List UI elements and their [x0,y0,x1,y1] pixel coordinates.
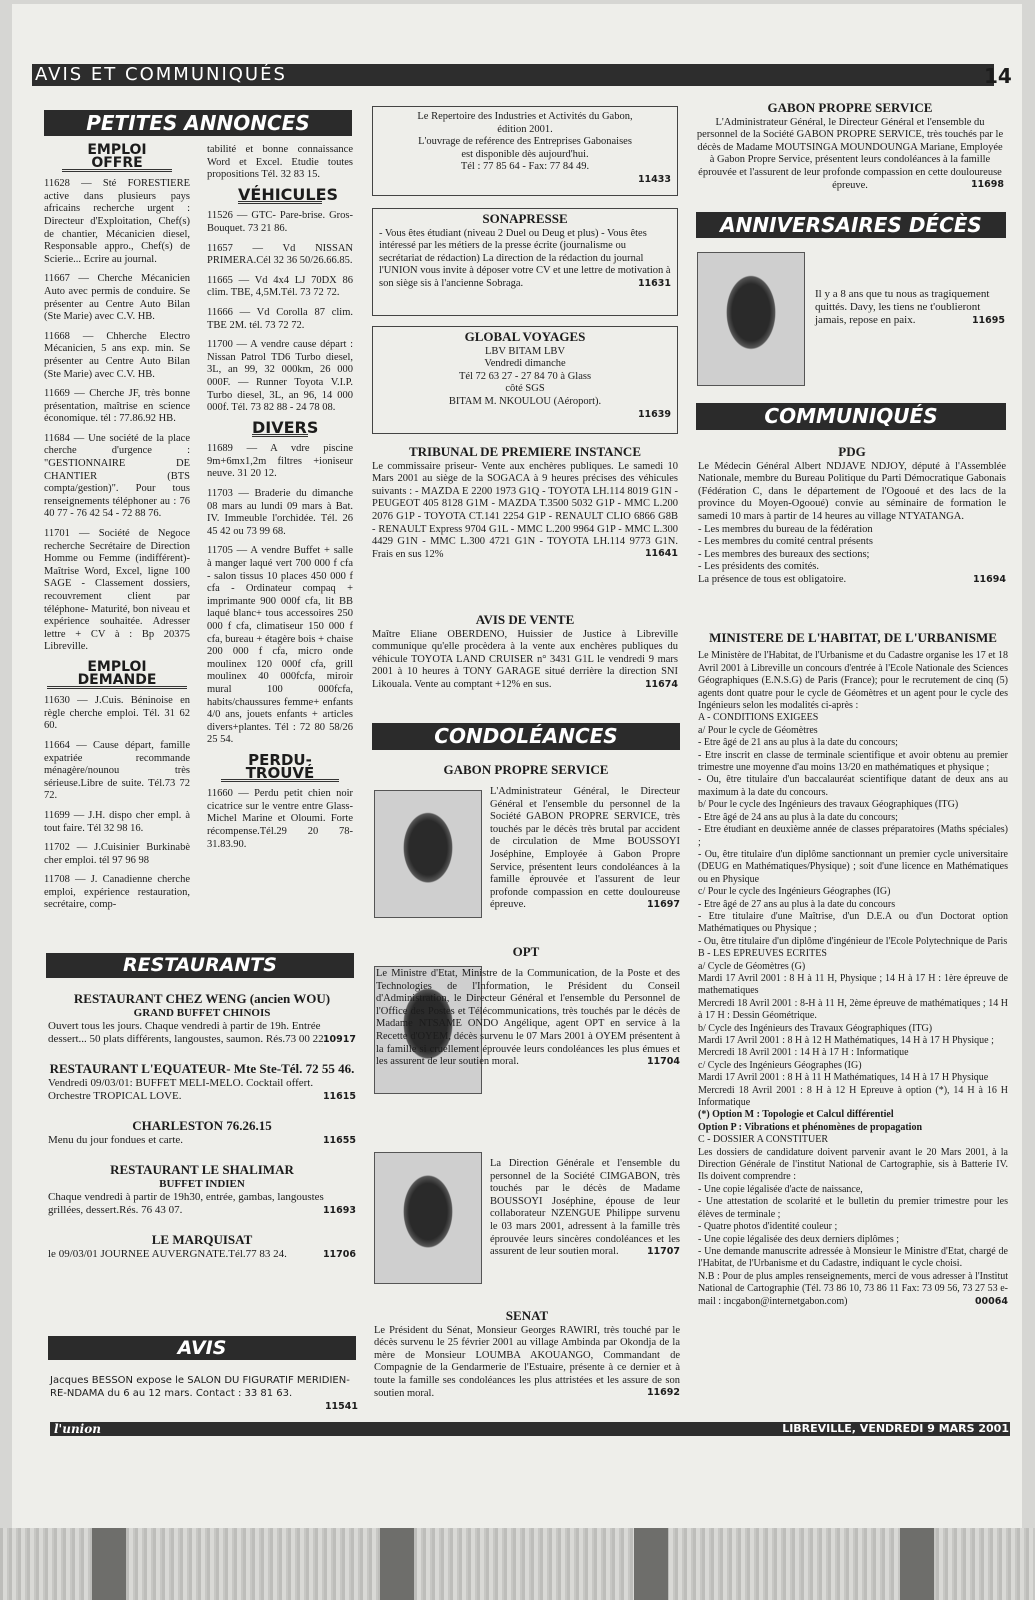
box-line: Vendredi dimanche [484,358,566,370]
ministere-line: - Une attestation de scolarité et le bulletin du premier trimestre pour les élèves de terminale ; [698,1196,1008,1220]
classified-ad: 11668 — Chherche Electro Mécanicien, 5 ans exp. min. Se présenter au Centre Auto Bilan (Ste Marie) avec C.V. HB. [44,330,190,380]
ministere-line: - Etre âgé de 27 ans au plus à la date du concours [698,898,896,910]
ministere-line: - Ou, être titulaire d'un diplôme sanctionnant un premier cycle universitaire (DEUG en Mathématiques/Physique) ; soit d'une licence en Mathématiques ou en Physique [698,848,1008,885]
scan-bottom-strip [0,1528,1035,1600]
repertoire-box [372,106,678,196]
condoleance-cimgabon [490,1158,680,1258]
tribunal-text: Le commissaire priseur- Vente aux enchères publiques. Le samedi 10 Mars 2001 au siège de la SOGACA à 9 heures précises des véhicules suivants : - MAZDA E 2200 1973 G1Q - TOYOTA LH.114 8019 G1N - PEUGEOT 405 8128 G1M - MAZDA T.3500 5032 G1P - MMC L.200 2076 G1P - TOYOTA CT.141 2254 G1P - RENAULT CLIO 6866 G8B - RENAULT Express 9704 G1L - MMC L.200 9964 G1P - MMC L.300 4429 G1N - MMC L.300 4721 G1N - TOYOTA LH.114 9773 G1N. Frais en sus 12% [372,460,678,560]
petites-annonces-bar: PETITES ANNONCES [44,110,352,136]
continued-ad: tabilité et bonne connaissance Word et Excel. Etudie toutes propositions Tél. 32 83 15. [207,144,353,181]
pdg-list-item: - Les présidents des comités. [698,561,820,573]
gps-top-title: GABON PROPRE SERVICE [767,100,933,115]
classified-ad: 11666 — Vd Corolla 87 clim. TBE 2M. tél. 73 72 72. [207,306,353,331]
classified-ad: 11664 — Cause départ, famille expatriée recommande ménagère/nounou très sérieuse.Libre de suite. Tél.73 72 72. [44,739,190,802]
pdg-communique [698,446,1006,586]
ministere-line: A - CONDITIONS EXIGEES [698,712,819,724]
column-vehicules [207,144,353,858]
ministere-line: a/ Pour le cycle de Géomètres [698,724,818,736]
sonapresse-title: SONAPRESSE [482,211,568,226]
ministere-line: Mercredi 18 Avril 2001 : 8 H à 12 H Epreuve à option (*), 14 H à 16 H Informatique [698,1084,1008,1109]
condoleance-gps [372,764,680,779]
avis-bar: AVIS [48,1336,356,1360]
senat-text: Le Président du Sénat, Monsieur Georges RAWIRI, très touché par le décès survenu le 25 février 2001 au village Ambinda par Okondja de la mère de Monsieur LOUMBA AKOUANGO, Commandant de Compagnie de la Gendarmerie de l'Estuaire, présente à ce dernier et à toute la famille ses condoléances les plus attristées et les assure de son soutien moral. [374,1324,680,1399]
condoleance-cimgabon-ref: 11707 [646,1245,680,1257]
ministere-line: Le Ministère de l'Habitat, de l'Urbanisme et du Cadastre organise les 17 et 18 Avril 2001 à Libreville un concours d'entrée à l'Ecole Nationale des Sciences Géographiques (E.N.S.G) de Paris (France); pour le recrutement de cinq (5) agents dont quatre pour le cycle de Géomètres et un agent pour le cycle des Ingénieurs selon les modalités ci-après : [698,650,1008,712]
ministere-line: b/ Cycle des Ingénieurs des Travaux Géographiques (ITG) [698,1022,933,1034]
classified-ad: 11669 — Cherche JF, très bonne présentation, maîtrise en science économique. tél : 77.86.92 HB. [44,388,190,425]
box-line: est disponible dès aujourd'hui. [461,148,589,160]
sonapresse-text: - Vous êtes étudiant (niveau 2 Duel ou Deug et plus) - Vous êtes intéressé par les métiers de la presse écrite (journalisme ou secrétariat de rédaction) La direction de la rédaction du journal l'UNION vous invite à déposer votre CV et une lettre de motivation à son siège sis à l'ancienne Sobraga. [379,227,671,289]
restaurant-name: LE MARQUISAT [151,1232,253,1247]
ministere-line: - Quatre photos d'identité couleur ; [698,1221,838,1233]
senat-ref: 11692 [646,1387,680,1399]
ministere-line: - Etre étudiant en deuxième année de classes préparatoires (Maths spéciales) ; [698,824,1008,848]
box-line: L'ouvrage de reférence des Entreprises Gabonaises [418,136,632,148]
box-line: édition 2001. [497,123,553,135]
classified-ad: 11700 — A vendre cause départ : Nissan Patrol TD6 Turbo diesel, 3L, an 99, 32 000km, 26 000 000F. — Runner Toyota V.I.P. Turbo diesel, 3L, an 96, 14 000 000f. Tél. 73 82 88 - 24 78 08. [207,339,353,414]
ministere-line: - Etre âgé de 24 ans au plus à la date du concours; [698,811,898,823]
gps-condoleance-top [696,102,1004,192]
ministere-line: - Une copie légalisée des deux derniers diplômes ; [698,1233,900,1245]
gps-top-ref: 11698 [970,179,1004,191]
pdg-ref: 11694 [972,573,1006,585]
box-line: Tél 72 63 27 - 27 84 70 à Glass [458,370,592,382]
pdg-list-item: La présence de tous est obligatoire. [698,573,847,585]
restaurant-text: Chaque vendredi à partir de 19h30, entrée, gambas, langoustes grillées, dessert.Rés. 76 43 07. [48,1191,324,1216]
ministere-line: a/ Cycle de Géomètres (G) [698,960,806,972]
ministere-line: Mercredi 18 Avril 2001 : 14 H à 17 H : Informatique [698,1047,909,1059]
pdg-list-item: - Les membres du comité central présents [698,536,873,548]
classified-ad: 11703 — Braderie du dimanche 08 mars au lundi 09 mars à Bat. IV. Immeuble l'orchidée. Tél. 26 45 42 ou 73 99 68. [207,488,353,537]
box-title: GLOBAL VOYAGES [464,329,586,344]
pdg-text: Le Médecin Général Albert NDJAVE NDJOY, député à l'Assemblée Nationale, membre du Bureau Politique du Parti Démocratique Gabonais (Fédération C, dans le département de l'Ogooué et des lacs de la province du Moyen-Ogooué) convie au séminaire de formation le samedi 10 mars à partir de 14 heures au village NTYATANGA. [698,460,1006,522]
avis-de-vente [372,614,678,691]
pdg-list-item: - Les membres des bureaux des sections; [698,548,870,560]
perdu-trouve-heading: PERDU-TROUVÉ [221,754,339,782]
restaurant-ref: 11693 [322,1205,356,1216]
condoleance-senat [374,1310,680,1400]
ministere-line: (*) Option M : Topologie et Calcul différentiel [698,1109,894,1121]
classified-ad: 11689 — A vdre piscine 9m+6mx1,2m filtres +ioniseur neuve. 31 20 12. [207,443,353,480]
pdg-title: PDG [838,444,866,459]
box-ref: 11639 [637,408,671,420]
box-line: Tél : 77 85 64 - Fax: 77 84 49. [460,161,590,173]
classified-ad: 11701 — Société de Negoce recherche Secrétaire de Direction Homme ou Femme (indifférent)- Maîtrise Word, Excel, ligne 100 SAGE - Classement dossiers, recouvrement client par téléphone- Maturité, bon niveau et expérience souhaitée. Adresser lettre + CV à : Bp 20375 Libreville. [44,528,190,653]
classified-ad: 11526 — GTC- Pare-brise. Gros-Bouquet. 73 21 86. [207,210,353,234]
avis-text: Jacques BESSON expose le SALON DU FIGURATIF MERIDIEN-RE-NDAMA du 6 au 12 mars. Contact : 33 81 63. [50,1375,350,1399]
restaurant-ref: 11615 [322,1091,356,1102]
condoleance-opt [372,946,680,961]
restaurant-subtitle: GRAND BUFFET CHINOIS [133,1007,271,1019]
ministere-line: N.B : Pour de plus amples renseignements, merci de vous adresser à l'Institut National de Cartographie (Tél. 73 86 10, 73 86 11 Fax: 73 09 56, 73 27 53 e-mail : incgabon@internetgabon.com) [698,1270,1008,1307]
restaurants-bar: RESTAURANTS [46,953,354,978]
communiques-bar: COMMUNIQUÉS [696,403,1006,430]
box-ref: 11433 [637,173,671,185]
vehicules-heading: VÉHICULES [238,184,339,204]
condoleance-opt-body [376,968,680,1068]
condoleances-bar: CONDOLÉANCES [372,723,680,750]
restaurant-ad [48,1062,356,1103]
anniversaires-bar: ANNIVERSAIRES DÉCÈS [696,212,1006,238]
global-voyages-box [372,326,678,434]
ministere-line: B - LES EPREUVES ECRITES [698,948,827,960]
restaurant-text: Menu du jour fondues et carte. [48,1134,184,1146]
ministere-line: - Etre inscrit en classe de terminale scientifique et avoir obtenu au premier trimestre une moyenne d'au moins 13/20 en mathématiques et physique ; [698,749,1008,774]
ministere-line: b/ Pour le cycle des Ingénieurs des travaux Géographiques (ITG) [698,799,959,811]
box-line: côté SGS [505,383,545,395]
portrait-photo-4 [697,252,805,386]
footer-date: LIBREVILLE, VENDREDI 9 MARS 2001 [782,1422,1009,1435]
restaurant-name: RESTAURANT LE SHALIMAR [110,1162,294,1177]
ministere-line: Mardi 17 Avril 2001 : 8 H à 11 H Mathématiques, 14 H à 17 H Physique [698,1072,989,1084]
sonapresse-ref: 11631 [637,277,671,289]
anniversaire-ref: 11695 [971,315,1005,326]
condoleance-gps-title: GABON PROPRE SERVICE [443,762,609,777]
page-number: 14 [984,64,1012,88]
box-line: Le Repertoire des Industries et Activités du Gabon, [417,111,633,122]
restaurant-name: RESTAURANT L'EQUATEUR- Mte Ste-Tél. 72 55 46. [49,1061,355,1076]
restaurant-text: Ouvert tous les jours. Chaque vendredi à partir de 19h. Entrée dessert... 50 plats différents, langoustes, saumon. Rés.73 00 22. [48,1020,327,1045]
restaurants-list [48,992,356,1277]
ministere-line: - Etre titulaire d'une Maîtrise, d'un D.E.A ou d'un Doctorat option Mathématiques ou Physique ; [698,910,1008,935]
emploi-demande-heading: EMPLOI DEMANDE [47,661,187,689]
classified-ad: 11665 — Vd 4x4 LJ 70DX 86 clim. TBE, 4,5M.Tél. 73 72 72. [207,274,353,299]
ministere-line: - Ou, être titulaire d'un diplôme d'ingénieur de l'Ecole Polytechnique de Paris [698,935,1008,947]
condoleance-cimgabon-text: La Direction Générale et l'ensemble du personnel de la Société CIMGABON, très touchés par le décès de Madame BOUSSOYI Joséphine, épouse de leur collaborateur NZENGUE Philippe survenu le 03 mars 2001, adressent à la famille très éprouvée leurs sincères condoléances et les assurent de leur soutien moral. [490,1158,680,1258]
condoleance-gps-body [490,786,680,912]
anniversaire-text-block [815,288,1005,327]
restaurant-ad [48,1119,356,1147]
tribunal-ref: 11641 [644,548,678,560]
restaurant-text: le 09/03/01 JOURNEE AUVERGNATE.Tél.77 83 24. [48,1248,287,1260]
gps-top-text: L'Administrateur Général, le Directeur Général et l'ensemble du personnel de la Société GABON PROPRE SERVICE, très touchés par le décès de Madame MOUTSINGA MOUNDOUNGA Mariane, Employée à Gabon Propre Service, présentent leurs condoléances à la famille éprouvée et l'assurent de leur profonde compassion en cette douloureuse épreuve. [696,116,1004,191]
condoleance-opt-title: OPT [512,944,540,959]
portrait-photo-1 [374,790,482,918]
avis-vente-ref: 11674 [644,678,678,690]
ministere-line: - Ou, être titulaire d'un baccalauréat scientifique datant de deux ans au maximum à la date du concours. [698,774,1008,798]
restaurant-ref: 11655 [322,1135,356,1146]
avis-ref: 11541 [324,1401,358,1412]
ministere-line: Les dossiers de candidature doivent parvenir avant le 20 Mars 2001, à la Direction Générale de l'institut National de Cartographie, sis à Batterie IV. Ils doivent comprendre : [698,1146,1008,1183]
emploi-offre-heading: EMPLOI OFFRE [62,144,172,172]
classified-ad: 11699 — J.H. dispo cher empl. à tout faire. Tél 32 98 16. [44,809,190,834]
restaurant-ad [48,992,356,1046]
box-line: LBV BITAM LBV [484,345,566,357]
classified-ad: 11708 — J. Canadienne cherche emploi, expérience restauration, secrétaire, comp- [44,874,190,911]
condoleance-opt-ref: 11704 [646,1055,680,1067]
ministere-ref: 00064 [974,1295,1008,1307]
newspaper-logo: l'union [54,1422,101,1436]
avis-vente-text: Maître Eliane OBERDENO, Huissier de Justice à Libreville communique qu'elle procèdera à la vente aux enchères publiques du véhicule TOYOTA LAND CRUISER n° 3431 G1L le vendredi 9 mars 2001 à 10 heures à TONY GARAGE situé derrière la direction SNI Likouala. Vente au comptant +12% en sus. [372,628,678,690]
ministere-communique [698,632,1008,1308]
ministere-line: Mardi 17 Avril 2001 : 8 H à 12 H Mathématiques, 14 H à 17 H Physique ; [698,1035,994,1046]
senat-title: SENAT [505,1308,549,1323]
avis-ad [50,1374,358,1413]
restaurant-ad [48,1163,356,1217]
column-emploi [44,144,190,919]
ministere-line: C - DOSSIER A CONSTITUER [698,1134,829,1146]
ministere-line: Mardi 17 Avril 2001 : 8 H à 11 H, Physique ; 14 H à 17 H : 1ère épreuve de mathematiques [698,972,1008,997]
classified-ad: 11628 — Sté FORESTIERE active dans plusieurs pays africains recherche urgent : Directeur d'Exploitation, Chef(s) de chantier, Mécanicien diesel, Responsable appro., Chef(s) de Scierie... Ecrire au journal. [44,178,190,265]
avis-vente-title: AVIS DE VENTE [475,612,575,627]
portrait-photo-3 [374,1152,482,1284]
tribunal-title: TRIBUNAL DE PREMIERE INSTANCE [409,444,641,459]
ministere-line: c/ Pour le cycle des Ingénieurs Géographes (IG) [698,886,891,898]
ministere-title: MINISTERE DE L'HABITAT, DE L'URBANISME [709,630,997,645]
tribunal-notice [372,446,678,561]
ministere-line: c/ Cycle des Ingénieurs Géographes (IG) [698,1059,862,1071]
classified-ad: 11667 — Cherche Mécanicien Auto avec permis de conduire. Se présenter au Centre Auto Bilan (Ste Marie) avec C.V. HB. [44,273,190,323]
classified-ad: 11657 — Vd NISSAN PRIMERA.Cél 32 36 50/26.66.85. [207,242,353,267]
classified-ad: 11702 — J.Cuisinier Burkinabè cher emploi. tél 97 96 98 [44,842,190,866]
restaurant-subtitle: BUFFET INDIEN [159,1178,245,1190]
ministere-line: - Etre âgé de 21 ans au plus à la date du concours; [698,737,898,749]
restaurant-ref: 10917 [322,1034,356,1045]
classified-ad: 11660 — Perdu petit chien noir cicatrice sur le ventre entre Glass-Michel Marine et Oloumi. Forte récompense.Tél.29 20 78-31.83.90. [207,788,353,850]
ministere-line: - Une copie légalisée d'acte de naissance, [698,1183,863,1195]
condoleance-opt-text: Le Ministre d'Etat, Ministre de la Communication, de la Poste et des Technologies de l'Information, le Président du Conseil d'Administration, le Directeur Général et l'ensemble du Personnel de l'Office des Postes et Télécommunications, très touchés par le décès de Madame NTSAME ONDO Angélique, agent OPT en service à la Recette d'OYEM, décès survenu le 07 Mars 2001 à OYEM présentent à la famille si cruellement éprouvée leurs condoléances les plus émues et les assurent de leur soutien moral. [376,968,680,1068]
condoleance-gps-ref: 11697 [646,898,680,910]
restaurant-name: CHARLESTON 76.26.15 [132,1118,272,1133]
box-line: BITAM M. NKOULOU (Aéroport). [448,395,602,407]
ministere-line: Option P : Vibrations et phénomènes de propagation [698,1121,923,1133]
restaurant-text: Vendredi 09/03/01: BUFFET MELI-MELO. Cocktail offert. Orchestre TROPICAL LOVE. [48,1077,314,1102]
restaurant-ref: 11706 [322,1249,356,1260]
divers-heading: DIVERS [252,417,319,437]
classified-ad: 11705 — A vendre Buffet + salle à manger laqué vert 700 000 f cfa - salon tissus 10 places 450 000 f cfa - Ordinateur compaq + imprimante 900 000f cfa, lit BB laqué blanc+ tous accessoires 250 000 f cfa, climatiseur 150 000 f cfa, bureau + étagère bois + chaise 200 000 f cfa, micro onde moulinex 120 000f cfa, grill moulinex 40 000fcfa, miroir mural 100 000fcfa, habits/chaussures femme+ enfants 4/0 ans, jouets enfants + articles divers+plantes. Tél : 72 80 58/26 25 54. [207,545,353,746]
ministere-line: - Une demande manuscrite adressée à Monsieur le Ministre d'Etat, chargé de l'Habitat, de l'Urbanisme et du Cadastre, indiquant le cycle choisi. [698,1245,1008,1270]
section-header: AVIS ET COMMUNIQUÉS [32,64,994,86]
classified-ad: 11630 — J.Cuis. Béninoise en règle cherche emploi. Tél. 31 62 60. [44,695,190,732]
ministere-line: Mercredi 18 Avril 2001 : 8-H à 11 H, 2ème épreuve de mathématiques ; 14 H à 17 H : Dessin Géométrique. [698,997,1008,1022]
pdg-list-item: - Les membres du bureau de la fédération [698,523,873,535]
anniversaire-text: Il y a 8 ans que tu nous as tragiquement quittés. Davy, les tiens ne t'oublieront jamais, repose en paix. [815,288,990,326]
restaurant-ad [48,1233,356,1261]
condoleance-gps-text: L'Administrateur Général, le Directeur Général et l'ensemble du personnel de la Société GABON PROPRE SERVICE, très touchés par le décès très brutal par accident de circulation de Mme BOUSSOYI Joséphine, Employée à Gabon Propre Service, présentent leurs condoléances à la famille éprouvée et l'assurent de leur profonde compassion en cette douloureuse épreuve. [490,786,680,911]
classified-ad: 11684 — Une société de la place cherche d'urgence : "GESTIONNAIRE DE CHANTIER (BTS compta/gestion)". Pour tous renseignements téléphoner au : 76 40 77 - 76 42 54 - 72 88 76. [44,432,190,520]
sonapresse-box [372,208,678,316]
restaurant-name: RESTAURANT CHEZ WENG (ancien WOU) [73,991,331,1006]
